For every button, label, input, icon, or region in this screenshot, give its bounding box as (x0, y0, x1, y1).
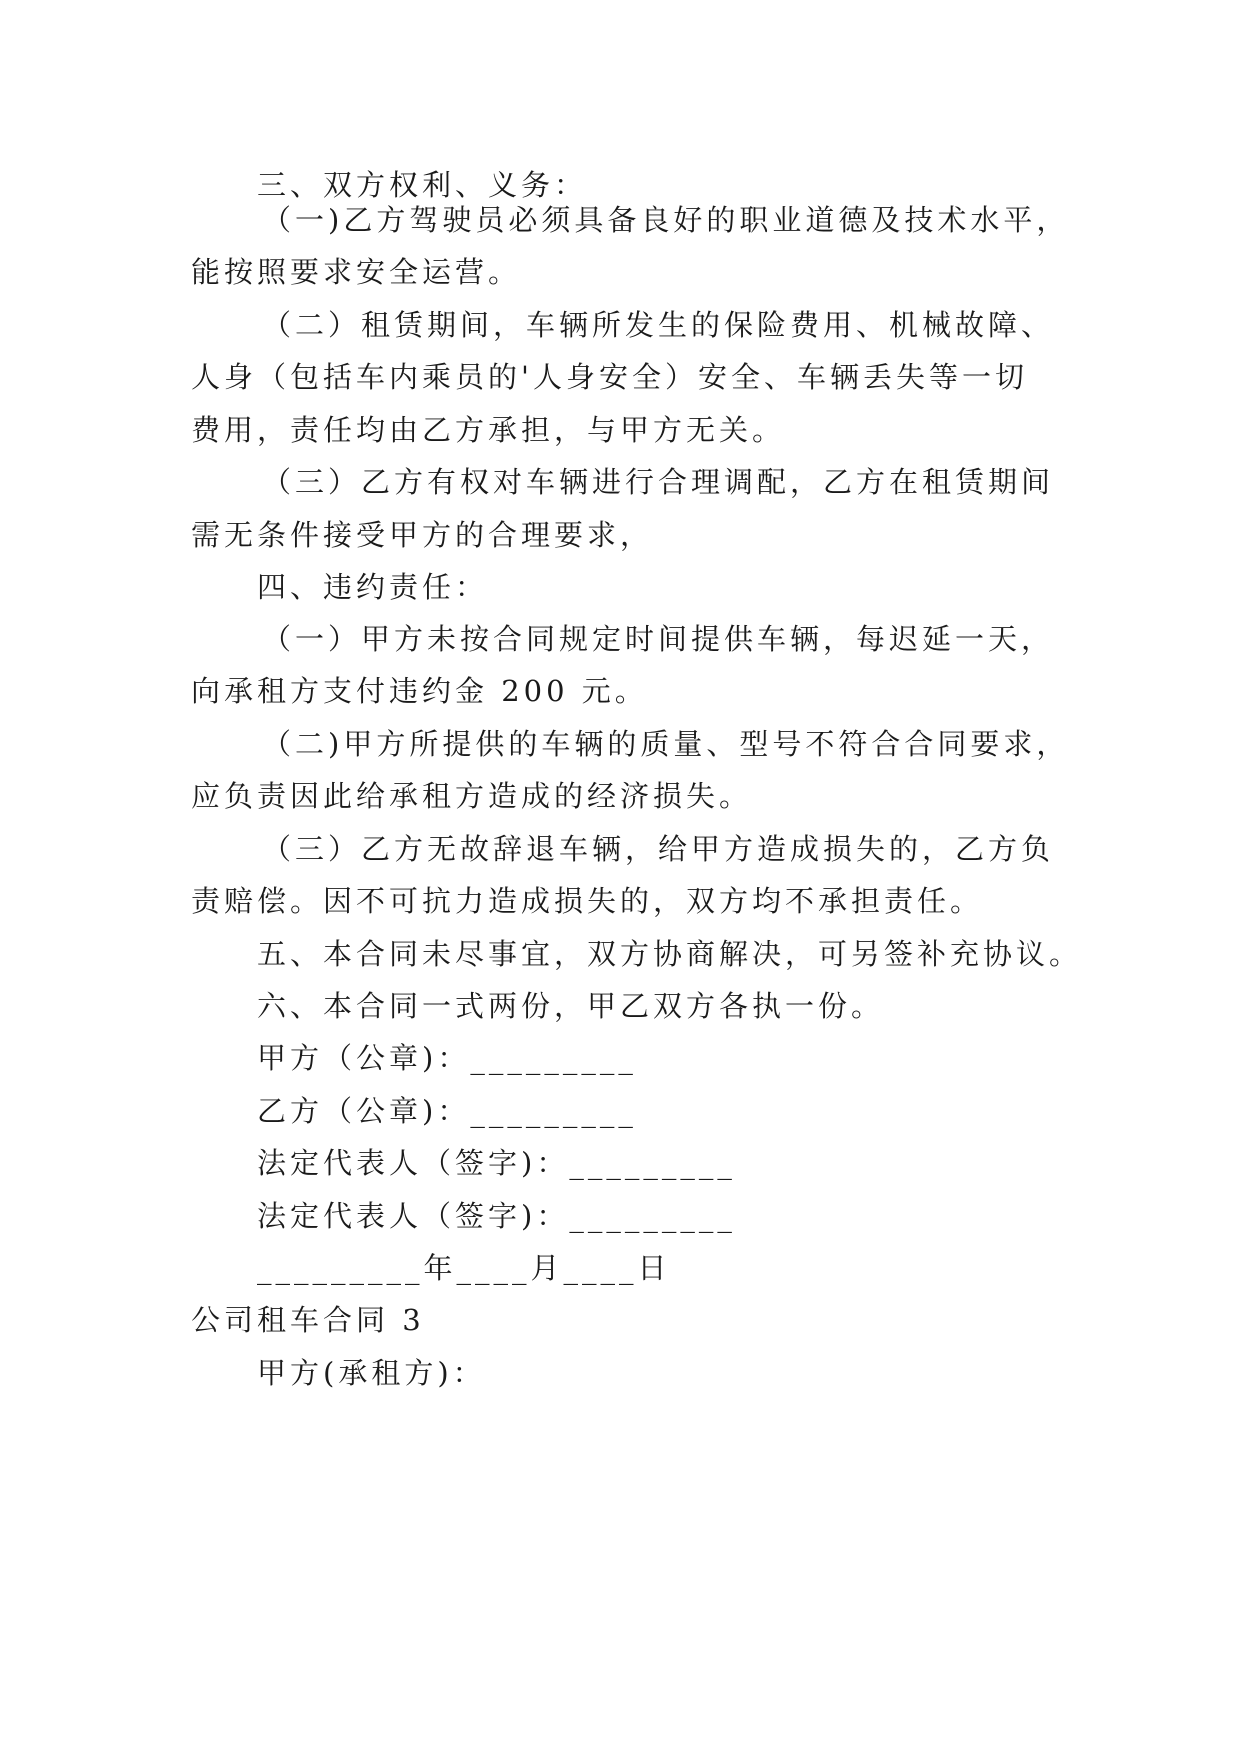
paragraph-line: 需无条件接受甲方的合理要求， (191, 518, 654, 552)
date-line: _________年____月____日 (257, 1251, 671, 1285)
paragraph-line: 向承租方支付违约金 200 元。 (191, 674, 648, 708)
signature-legal-rep-2: 法定代表人（签字)：_________ (257, 1199, 736, 1233)
paragraph-line: 应负责因此给承租方造成的经济损失。 (191, 779, 753, 813)
party-a-lessee-line: 甲方(承租方)： (257, 1356, 486, 1390)
paragraph-line: 能按照要求安全运营。 (191, 255, 522, 289)
paragraph-line: （二)甲方所提供的车辆的质量、型号不符合合同要求， (262, 727, 1070, 761)
signature-party-a-seal: 甲方（公章)：_________ (257, 1041, 637, 1075)
paragraph-line: （三）乙方有权对车辆进行合理调配，乙方在租赁期间 (262, 465, 1055, 499)
section-heading-copies: 六、本合同一式两份，甲乙双方各执一份。 (257, 989, 885, 1023)
contract-title-3: 公司租车合同 3 (191, 1303, 425, 1337)
section-heading-liability: 四、违约责任： (257, 570, 489, 604)
paragraph-line: （二）租赁期间，车辆所发生的保险费用、机械故障、 (262, 308, 1055, 342)
paragraph-line: （三）乙方无故辞退车辆，给甲方造成损失的，乙方负 (262, 832, 1055, 866)
section-heading-misc: 五、本合同未尽事宜，双方协商解决，可另签补充协议。 (257, 937, 1083, 971)
signature-legal-rep-1: 法定代表人（签字)：_________ (257, 1146, 736, 1180)
paragraph-line: 人身（包括车内乘员的'人身安全）安全、车辆丢失等一切 (191, 360, 1028, 394)
paragraph-line: 责赔偿。因不可抗力造成损失的，双方均不承担责任。 (191, 884, 984, 918)
paragraph-line: （一)乙方驾驶员必须具备良好的职业道德及技术水平， (262, 203, 1070, 237)
signature-party-b-seal: 乙方（公章)：_________ (257, 1094, 637, 1128)
section-heading-rights: 三、双方权利、义务： (257, 168, 588, 202)
paragraph-line: 费用，责任均由乙方承担，与甲方无关。 (191, 413, 786, 447)
paragraph-line: （一）甲方未按合同规定时间提供车辆，每迟延一天， (262, 622, 1055, 656)
